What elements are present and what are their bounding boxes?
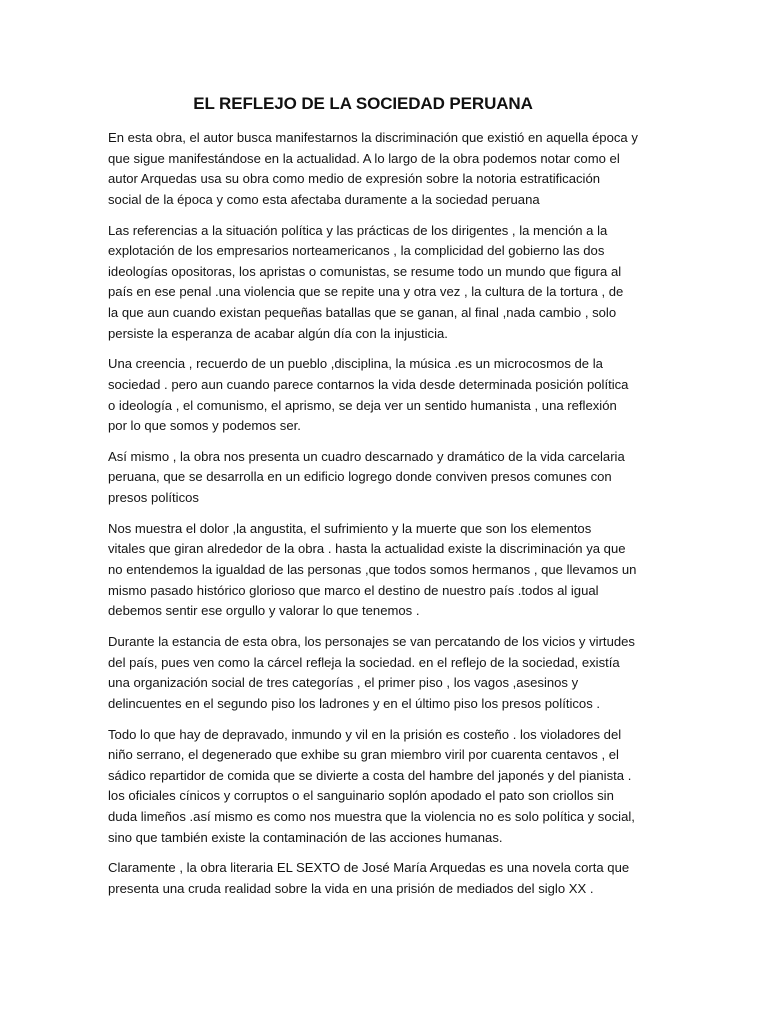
paragraph-line: Durante la estancia de esta obra, los personajes se van percatando de los vicios y virtudes — [108, 634, 635, 649]
paragraph-line: Claramente , la obra literaria EL SEXTO de José María Arquedas es una novela corta que — [108, 860, 630, 876]
paragraph-1 — [108, 128, 674, 210]
paragraph-line: o ideología , el comunismo, el aprismo, se deja ver un sentido humanista , una reflexión — [108, 397, 617, 413]
paragraph-line: duda limeños .así mismo es como nos muestra que la violencia no es solo política y social, — [108, 808, 635, 824]
paragraph-line: debemos sentir ese orgullo y valorar lo que tenemos . — [108, 603, 420, 619]
paragraph-8 — [108, 858, 674, 899]
paragraph-2 — [108, 221, 674, 345]
paragraph-line: persiste la esperanza de acabar algún día con la injusticia. — [108, 325, 448, 341]
paragraph-line: mismo pasado histórico glorioso que marco el destino de nuestro país .todos al igual — [108, 582, 599, 598]
paragraph-3 — [108, 354, 674, 436]
paragraph-line: niño serrano, el degenerado que exhibe su gran miembro viril por cuarenta centavos , el — [108, 747, 619, 763]
paragraph-5 — [108, 519, 674, 622]
paragraph-line: presenta una cruda realidad sobre la vida en una prisión de mediados del siglo XX . — [108, 880, 594, 896]
paragraph-line: por lo que somos y podemos ser. — [108, 418, 301, 434]
paragraph-line: sino que también existe la contaminación de las acciones humanas. — [108, 829, 503, 845]
paragraph-line: sociedad . pero aun cuando parece contarnos la vida desde determinada posición política — [108, 376, 629, 392]
paragraph-line: ideologías opositoras, los apristas o comunistas, se resume todo un mundo que figura al — [108, 263, 622, 279]
paragraph-line: sádico repartidor de comida que se divierte a costa del hambre del japonés y del pianista . — [108, 767, 632, 783]
document-title-text: EL REFLEJO DE LA SOCIEDAD PERUANA — [193, 94, 533, 113]
paragraph-line: vitales que giran alrededor de la obra . hasta la actualidad existe la discriminación ya que — [108, 541, 626, 557]
paragraph-line: del país, pues ven como la cárcel refleja la sociedad. en el reflejo de la sociedad, existía — [108, 654, 620, 670]
paragraph-6 — [108, 632, 674, 714]
paragraph-4 — [108, 447, 674, 509]
paragraph-line: una organización social de tres categorías , el primer piso , los vagos ,asesinos y — [108, 675, 579, 691]
paragraph-line: Una creencia , recuerdo de un pueblo ,disciplina, la música .es un microcosmos de la — [108, 356, 603, 372]
document-body — [108, 128, 674, 910]
paragraph-line: Las referencias a la situación política y las prácticas de los dirigentes , la mención a la — [108, 222, 608, 238]
document-title — [0, 94, 768, 114]
paragraph-7 — [108, 725, 674, 849]
paragraph-line: En esta obra, el autor busca manifestarnos la discriminación que existió en aquella época y — [108, 130, 638, 145]
paragraph-line: no entendemos la igualdad de las personas ,que todos somos hermanos , que llevamos un — [108, 562, 637, 578]
paragraph-line: autor Arquedas usa su obra como medio de expresión sobre la notoria estratificación — [108, 171, 601, 187]
paragraph-line: delincuentes en el segundo piso los ladrones y en el último piso los presos políticos . — [108, 695, 601, 711]
paragraph-line: Así mismo , la obra nos presenta un cuadro descarnado y dramático de la vida carcelaria — [108, 448, 625, 464]
paragraph-line: los oficiales cínicos y corruptos o el sanguinario soplón apodado el pato son criollos sin — [108, 788, 614, 804]
paragraph-line: Todo lo que hay de depravado, inmundo y vil en la prisión es costeño . los violadores del — [108, 726, 622, 742]
paragraph-line: país en ese penal .una violencia que se repite una y otra vez , la cultura de la tortura , de — [108, 284, 624, 300]
paragraph-line: la que aun cuando existan pequeñas batallas que se ganan, al final ,nada cambio , solo — [108, 304, 617, 320]
paragraph-line: peruana, que se desarrolla en un edificio logrego donde conviven presos comunes con — [108, 469, 612, 485]
paragraph-line: explotación de los empresarios norteamericanos , la complicidad del gobierno las dos — [108, 243, 605, 259]
paragraph-line: social de la época y como esta afectaba duramente a la sociedad peruana — [108, 191, 540, 207]
paragraph-line: presos políticos — [108, 490, 199, 506]
paragraph-line: que sigue manifestándose en la actualidad. A lo largo de la obra podemos notar como el — [108, 150, 620, 166]
paragraph-line: Nos muestra el dolor ,la angustita, el sufrimiento y la muerte que son los elementos — [108, 520, 592, 536]
